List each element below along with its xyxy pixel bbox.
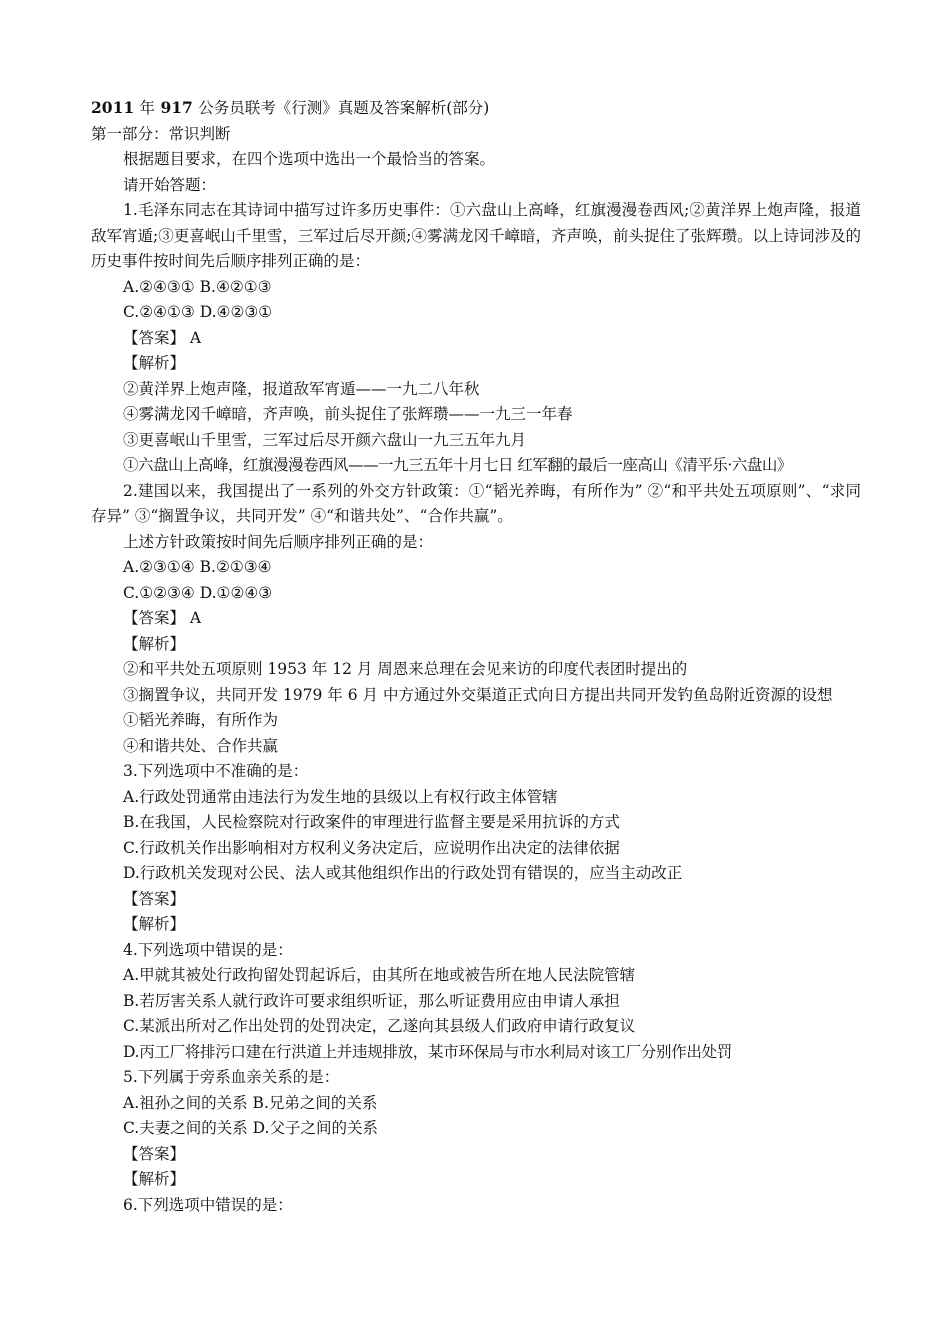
title-rest: 公务员联考《行测》真题及答案解析(部分) [198, 99, 490, 117]
q1-stem: 1.毛泽东同志在其诗词中描写过许多历史事件：①六盘山上高峰，红旗漫漫卷西风;②黄洋界上炮声隆，报道敌军宵遁;③更喜岷山千里雪，三军过后尽开颜;④雾满龙冈千嶂暗，齐声唤，前头捉住了张辉瓒。以上诗词涉及的历史事件按时间先后顺序排列正确的是： [91, 201, 861, 270]
q2-analysis-line: ③搁置争议，共同开发 1979 年 6 月 中方通过外交渠道正式向日方提出共同开发钓鱼岛附近资源的设想 [123, 685, 833, 704]
q4-option-c: C.某派出所对乙作出处罚的处罚决定，乙遂向其县级人们政府申请行政复议 [123, 1017, 636, 1035]
q2-analysis-line: ①韬光养晦，有所作为 [123, 711, 279, 729]
document-page [91, 95, 861, 1218]
q5-options-ab: A.祖孙之间的关系 B.兄弟之间的关系 [123, 1093, 378, 1112]
title-year: 2011 [91, 98, 135, 117]
q4-option-b: B.若厉害关系人就行政许可要求组织听证，那么听证费用应由申请人承担 [123, 991, 620, 1010]
instruction-text: 根据题目要求，在四个选项中选出一个最恰当的答案。 [123, 150, 496, 168]
q2-analysis-label: 【解析】 [123, 634, 186, 653]
q5-analysis-label: 【解析】 [123, 1170, 186, 1188]
section-heading: 第一部分：常识判断 [91, 124, 231, 143]
q1-options-cd: C.②④①③ D.④②③① [123, 303, 273, 321]
q2-options-ab: A.②③①④ B.②①③④ [123, 558, 272, 576]
q4-option-a: A.甲就其被处行政拘留处罚起诉后，由其所在地或被告所在地人民法院管辖 [123, 966, 636, 984]
q4-option-d: D.丙工厂将排污口建在行洪道上并违规排放，某市环保局与市水利局对该工厂分别作出处罚 [123, 1042, 733, 1061]
q1-analysis-line: ③更喜岷山千里雪，三军过后尽开颜六盘山一九三五年九月 [123, 430, 527, 449]
q3-option-c: C.行政机关作出影响相对方权利义务决定后，应说明作出决定的法律依据 [123, 838, 620, 857]
q2-stem: 2.建国以来，我国提出了一系列的外交方针政策：①“韬光养晦，有所作为” ②“和平共处五项原则”、“求同存异” ③“搁置争议，共同开发” ④“和谐共处”、“合作共赢”。 [91, 481, 861, 525]
q1-analysis-line: ②黄洋界上炮声隆，报道敌军宵遁——一九二八年秋 [123, 379, 480, 398]
q2-analysis-line: ④和谐共处、合作共赢 [123, 736, 279, 755]
q1-options-ab: A.②④③① B.④②①③ [123, 277, 272, 296]
q2-analysis-line: ②和平共处五项原则 1953 年 12 月 周恩来总理在会见来访的印度代表团时提出的 [123, 660, 688, 678]
q2-answer: 【答案】 A [123, 609, 202, 627]
q6-stem: 6.下列选项中错误的是： [123, 1195, 293, 1214]
q2-options-cd: C.①②③④ D.①②④③ [123, 583, 273, 602]
q5-answer: 【答案】 [123, 1144, 186, 1163]
document-title [91, 95, 861, 122]
q3-answer: 【答案】 [123, 889, 186, 908]
title-num: 917 [160, 98, 193, 117]
q3-option-b: B.在我国，人民检察院对行政案件的审理进行监督主要是采用抗诉的方式 [123, 813, 620, 831]
q2-stem-continued: 上述方针政策按时间先后顺序排列正确的是： [123, 532, 434, 551]
q1-analysis-line: ④雾满龙冈千嶂暗，齐声唤，前头捉住了张辉瓒——一九三一年春 [123, 405, 573, 423]
q5-options-cd: C.夫妻之间的关系 D.父子之间的关系 [123, 1119, 378, 1137]
q3-option-a: A.行政处罚通常由违法行为发生地的县级以上有权行政主体管辖 [123, 787, 558, 806]
q1-analysis-line: ①六盘山上高峰，红旗漫漫卷西风——一九三五年十月七日 红军翻的最后一座高山《清平乐·六盘山》 [123, 456, 792, 474]
q3-analysis-label: 【解析】 [123, 915, 186, 933]
title-nian: 年 [139, 99, 156, 117]
q1-analysis-label: 【解析】 [123, 354, 186, 372]
q3-option-d: D.行政机关发现对公民、法人或其他组织作出的行政处罚有错误的，应当主动改正 [123, 864, 683, 882]
q1-answer: 【答案】 A [123, 328, 202, 347]
start-text: 请开始答题： [123, 175, 217, 194]
q4-stem: 4.下列选项中错误的是： [123, 940, 293, 959]
q5-stem: 5.下列属于旁系血亲关系的是： [123, 1068, 340, 1086]
q3-stem: 3.下列选项中不准确的是： [123, 762, 309, 780]
